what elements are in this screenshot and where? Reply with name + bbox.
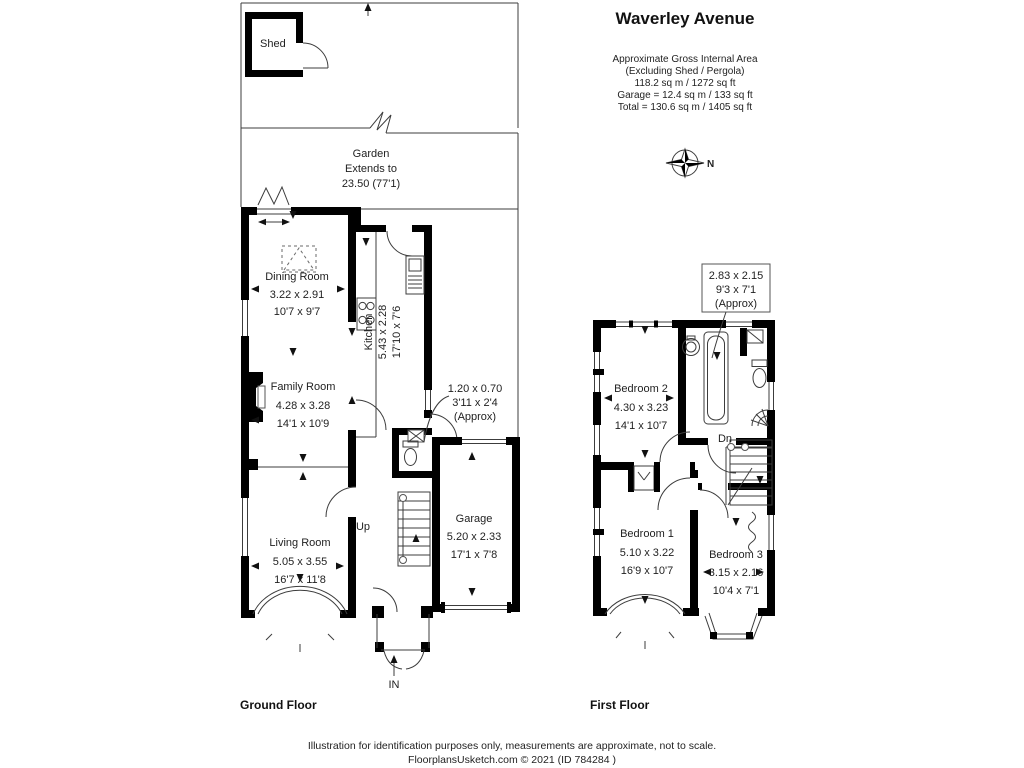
bedroom2-name: Bedroom 2 [614,383,668,395]
garden-line1: Garden [352,148,390,160]
kitchen-label [363,305,403,359]
bedroom3-name: Bedroom 3 [709,549,763,561]
ground-floor-label: Ground Floor [240,698,317,712]
entrance-porch [372,588,433,691]
area-line-4: Garage = 12.4 sq m / 133 sq ft [617,90,753,101]
compass-north-label: N [707,159,715,170]
area-line-1: Approximate Gross Internal Area [612,54,758,65]
compass-icon [666,149,714,177]
garden-line3: 23.50 (77'1) [341,178,401,190]
first-floor-walls [593,320,775,649]
bedroom2-metric: 4.30 x 3.23 [613,402,669,414]
garage-name: Garage [455,513,493,525]
up-label: Up [355,521,370,533]
bathroom-fixtures [683,330,769,426]
wc-metric: 1.20 x 0.70 [447,383,503,395]
ground-floor-plan [240,3,520,712]
bedroom1-imperial: 16'9 x 10'7 [620,565,674,577]
wc-approx: (Approx) [453,411,497,423]
family-room-label [271,381,336,430]
living-room-imperial: 16'7 x 11'8 [274,574,326,586]
footer-credit: FloorplansUsketch.com © 2021 (ID 784284 ) [408,754,616,766]
toilet-icon-ff [752,360,767,388]
bathroom-callout [702,264,770,358]
footer [308,740,716,766]
sink-icon [406,256,424,294]
wc-callout [424,383,502,442]
page-title: Waverley Avenue [615,9,755,28]
in-label: IN [388,679,400,691]
header [612,9,758,113]
garage-room [432,437,520,613]
bedroom3-imperial: 10'4 x 7'1 [712,585,760,597]
wc-room [392,428,432,478]
boiler-icon [747,330,763,343]
bathroom-approx: (Approx) [714,298,758,310]
shed-label: Shed [260,38,286,50]
living-room-name: Living Room [269,537,331,549]
area-line-2: (Excluding Shed / Pergola) [625,66,745,77]
living-room-metric: 5.05 x 3.55 [272,556,328,568]
family-room-imperial: 14'1 x 10'9 [276,418,330,430]
first-floor-label: First Floor [590,698,650,712]
bathroom-metric: 2.83 x 2.15 [708,270,764,282]
wc-imperial: 3'11 x 2'4 [452,397,498,409]
shed [245,12,328,77]
area-line-5: Total = 130.6 sq m / 1405 sq ft [617,102,753,113]
dining-room-metric: 3.22 x 2.91 [269,289,325,301]
family-room-name: Family Room [270,381,336,393]
bedroom3-label [709,549,763,597]
garden-label [342,148,400,190]
garage-metric: 5.20 x 2.33 [446,531,502,543]
kitchen-imperial: 17'10 x 7'6 [391,305,403,359]
stairs-up [356,492,430,566]
family-room-metric: 4.28 x 3.28 [275,400,331,412]
toilet-icon [403,441,418,466]
dining-room-label [265,271,329,318]
dining-room-name: Dining Room [265,271,329,283]
bathtub-icon [704,332,728,424]
shower-icon [751,409,768,426]
kitchen-name: Kitchen [363,313,375,351]
skylight-symbol [282,246,316,272]
bedroom1-metric: 5.10 x 3.22 [619,547,675,559]
bedroom2-imperial: 14'1 x 10'7 [614,420,668,432]
bedroom1-name: Bedroom 1 [620,528,674,540]
dining-room-imperial: 10'7 x 9'7 [273,306,321,318]
living-room-label [269,537,330,586]
first-floor-plan [590,264,775,712]
area-line-3: 118.2 sq m / 1272 sq ft [634,78,736,89]
bathroom-imperial: 9'3 x 7'1 [715,284,757,296]
footer-disclaimer: Illustration for identification purposes only, measurements are approximate, not to scale. [307,740,717,752]
garden-line2: Extends to [345,163,397,175]
bedroom3-metric: 3.15 x 2.16 [708,567,764,579]
dn-label: Dn [717,433,732,445]
garage-imperial: 17'1 x 7'8 [450,549,498,561]
bedroom2-label [614,383,668,432]
kitchen-metric: 5.43 x 2.28 [377,304,389,360]
bedroom1-label [620,528,674,577]
garage-label [447,513,501,561]
